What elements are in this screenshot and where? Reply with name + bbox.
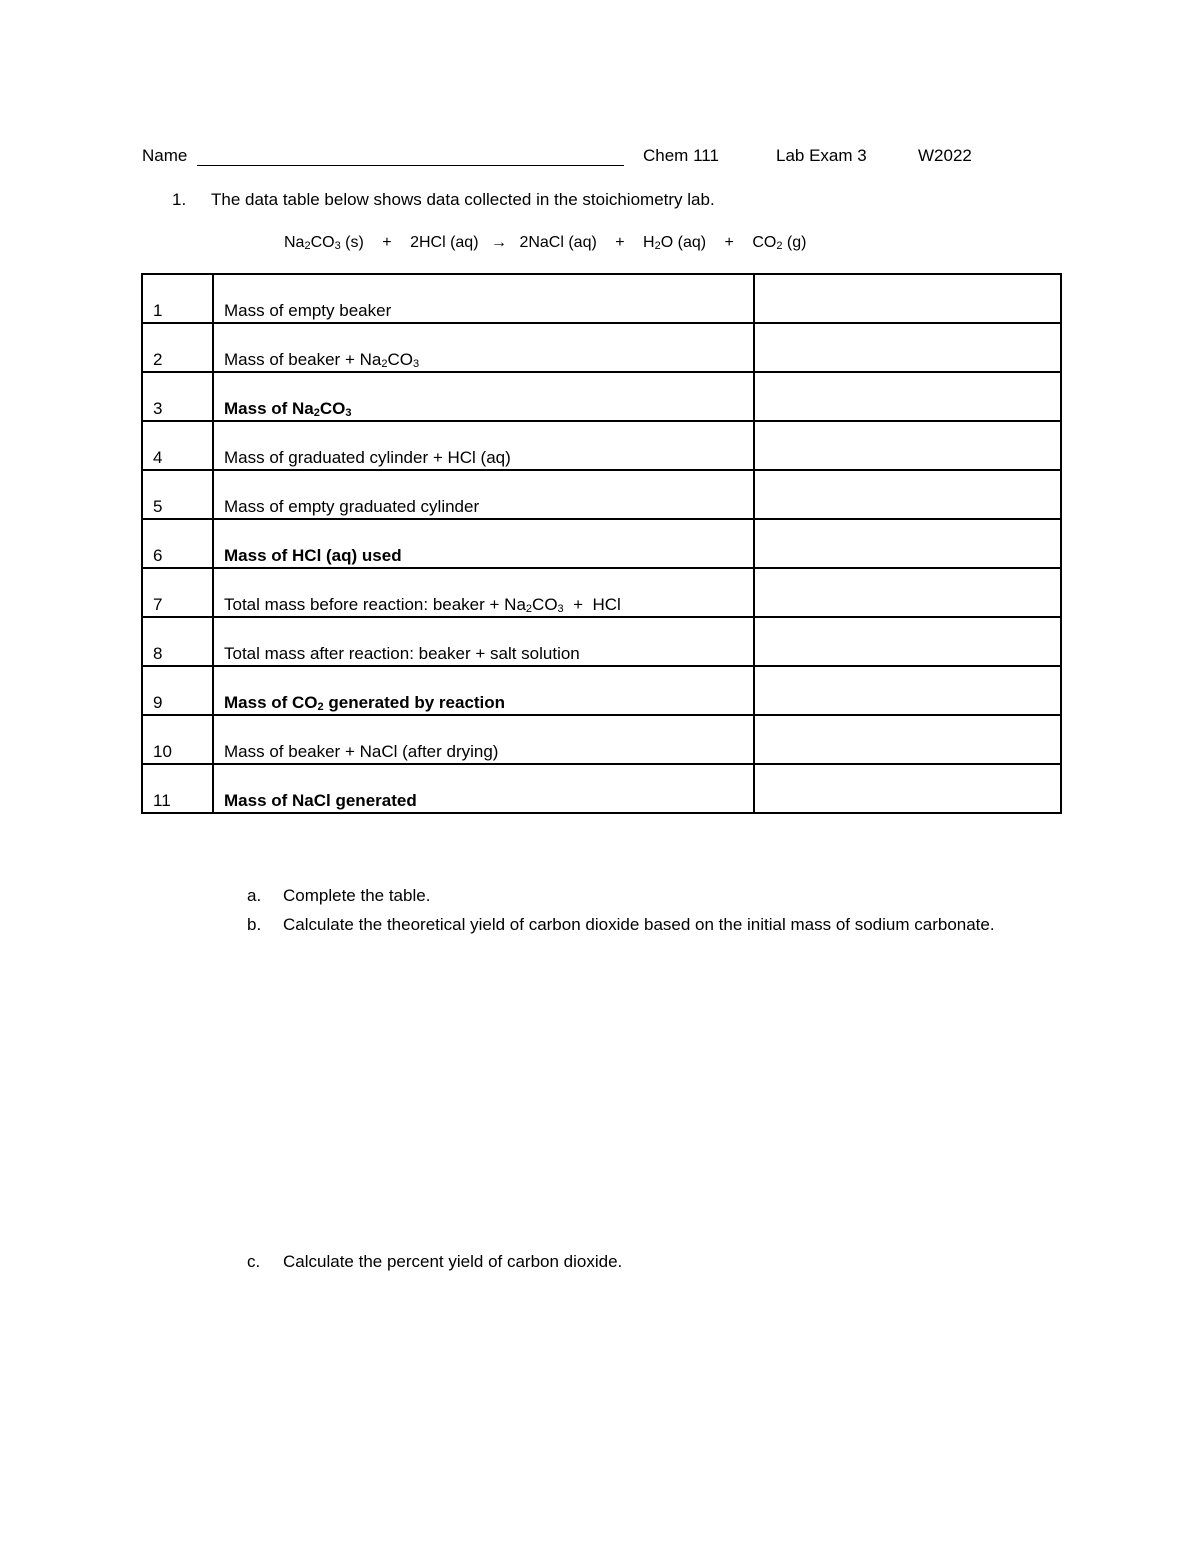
table-row	[142, 568, 1061, 617]
table-row	[142, 666, 1061, 715]
row-label: Mass of $CO_2$ generated by reaction	[213, 666, 754, 715]
table-row	[142, 715, 1061, 764]
row-number: 11	[142, 764, 213, 813]
row-value-cell[interactable]	[754, 715, 1061, 764]
row-value-cell[interactable]	[754, 421, 1061, 470]
subquestion-text: Calculate the percent yield of carbon dioxide.	[283, 1252, 623, 1271]
plus-sign: +	[382, 234, 392, 251]
question-text: The data table below shows data collected in the stoichiometry lab.	[211, 190, 715, 209]
row-value-cell[interactable]	[754, 568, 1061, 617]
subquestion-letter: a.	[247, 886, 262, 905]
row-label: Mass of $Na_2CO_3$	[213, 372, 754, 421]
product-co2: $CO_2$ (g)	[752, 234, 807, 252]
row-label: Total mass before reaction: beaker + $Na_2CO_3$ + HCl	[213, 568, 754, 617]
table-row	[142, 617, 1061, 666]
row-value-cell[interactable]	[754, 617, 1061, 666]
row-label: Mass of NaCl generated	[213, 764, 754, 813]
name-label: Name	[142, 146, 188, 165]
row-label: Mass of beaker + NaCl (after drying)	[213, 715, 754, 764]
row-value-cell[interactable]	[754, 666, 1061, 715]
row-label: Total mass after reaction: beaker + salt solution	[213, 617, 754, 666]
row-number: 5	[142, 470, 213, 519]
row-value-cell[interactable]	[754, 764, 1061, 813]
row-value-cell[interactable]	[754, 470, 1061, 519]
subquestion-letter: b.	[247, 915, 262, 934]
row-number: 1	[142, 274, 213, 323]
product-water: $H_2O$ (aq)	[643, 234, 707, 252]
term-label: W2022	[918, 146, 972, 165]
name-blank-line[interactable]	[197, 165, 624, 166]
data-table	[141, 273, 1062, 814]
row-number: 3	[142, 372, 213, 421]
row-value-cell[interactable]	[754, 323, 1061, 372]
row-label: Mass of beaker + $Na_2CO_3$	[213, 323, 754, 372]
row-value-cell[interactable]	[754, 372, 1061, 421]
reaction-arrow-icon: →	[490, 234, 507, 251]
row-number: 9	[142, 666, 213, 715]
course-label: Chem 111	[643, 146, 719, 165]
row-number: 4	[142, 421, 213, 470]
subquestion-text: Complete the table.	[283, 886, 431, 905]
table-row	[142, 274, 1061, 323]
exam-label: Lab Exam 3	[776, 146, 867, 165]
plus-sign: +	[615, 234, 625, 251]
header-line	[142, 146, 1042, 168]
row-number: 8	[142, 617, 213, 666]
row-number: 2	[142, 323, 213, 372]
row-value-cell[interactable]	[754, 274, 1061, 323]
table-row	[142, 764, 1061, 813]
row-label: Mass of empty graduated cylinder	[213, 470, 754, 519]
subquestion-text: Calculate the theoretical yield of carbon dioxide based on the initial mass of sodium carbonate.	[283, 915, 995, 934]
row-number: 10	[142, 715, 213, 764]
question-number: 1.	[172, 190, 187, 209]
subquestion-letter: c.	[247, 1252, 261, 1271]
row-label: Mass of graduated cylinder + HCl (aq)	[213, 421, 754, 470]
table-row	[142, 519, 1061, 568]
reactant-sodium-carbonate: $Na_2CO_3$ (s)	[284, 234, 364, 252]
row-label: Mass of HCl (aq) used	[213, 519, 754, 568]
question-1	[172, 190, 715, 210]
product-nacl: 2NaCl (aq)	[519, 234, 597, 251]
table-row	[142, 470, 1061, 519]
plus-sign: +	[724, 234, 734, 251]
row-label: Mass of empty beaker	[213, 274, 754, 323]
row-number: 7	[142, 568, 213, 617]
table-row	[142, 323, 1061, 372]
chemical-equation	[284, 234, 806, 252]
reactant-hcl: 2HCl (aq)	[410, 234, 479, 251]
table-row	[142, 372, 1061, 421]
row-value-cell[interactable]	[754, 519, 1061, 568]
row-number: 6	[142, 519, 213, 568]
table-row	[142, 421, 1061, 470]
